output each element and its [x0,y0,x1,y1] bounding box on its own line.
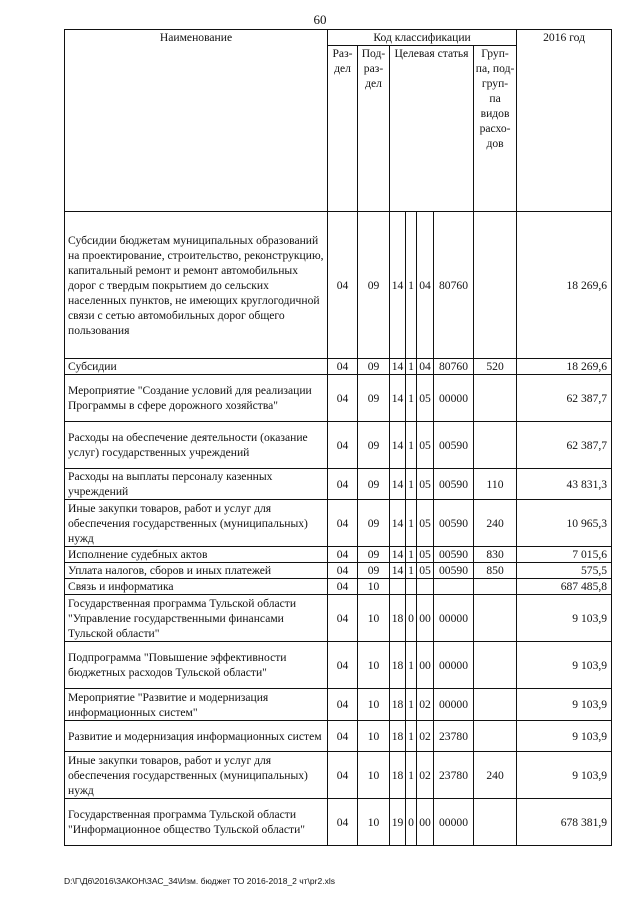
table-row [65,212,612,359]
table-row [65,721,612,752]
row-target-event: 02 [417,689,434,721]
table-row [65,799,612,846]
row-target-event: 05 [417,547,434,563]
row-expense-type [474,721,517,752]
table-row [65,595,612,642]
row-target-direction [434,579,474,595]
row-target-event: 02 [417,752,434,799]
row-target-direction: 00000 [434,375,474,422]
row-target-event: 00 [417,799,434,846]
row-target-direction: 00000 [434,689,474,721]
page-number: 60 [313,12,327,27]
row-target-direction: 00590 [434,422,474,469]
row-name: Иные закупки товаров, работ и услуг для обеспечения государственных (муниципальных) нужд [65,752,328,799]
header-podrazdel: Под- раз- дел [358,46,390,212]
row-target-program: 14 [390,469,406,500]
row-podrazdel: 09 [358,469,390,500]
row-amount: 43 831,3 [517,469,612,500]
row-amount: 9 103,9 [517,721,612,752]
row-amount: 62 387,7 [517,422,612,469]
row-name: Иные закупки товаров, работ и услуг для обеспечения государственных (муниципальных) нужд [65,500,328,547]
row-podrazdel: 09 [358,500,390,547]
row-expense-type: 240 [474,500,517,547]
row-amount: 18 269,6 [517,212,612,359]
table-row [65,563,612,579]
row-amount: 678 381,9 [517,799,612,846]
row-target-direction: 00590 [434,547,474,563]
row-amount: 10 965,3 [517,500,612,547]
row-amount: 62 387,7 [517,375,612,422]
row-razdel: 04 [328,721,358,752]
table-body [65,212,612,846]
row-target-subprogram: 1 [406,563,417,579]
row-target-direction: 23780 [434,752,474,799]
row-expense-type: 830 [474,547,517,563]
row-target-event: 05 [417,422,434,469]
row-target-program: 14 [390,563,406,579]
row-podrazdel: 09 [358,375,390,422]
row-target-subprogram: 1 [406,375,417,422]
row-razdel: 04 [328,469,358,500]
row-expense-type [474,799,517,846]
table-row [65,642,612,689]
row-podrazdel: 10 [358,752,390,799]
row-target-subprogram [406,579,417,595]
row-expense-type [474,212,517,359]
table-row [65,547,612,563]
row-name: Подпрограмма "Повышение эффективности бюджетных расходов Тульской области" [65,642,328,689]
row-target-event: 05 [417,500,434,547]
row-name: Расходы на выплаты персоналу казенных учреждений [65,469,328,500]
row-expense-type [474,422,517,469]
row-target-event [417,579,434,595]
row-target-event: 02 [417,721,434,752]
row-podrazdel: 10 [358,689,390,721]
row-razdel: 04 [328,547,358,563]
row-target-subprogram: 1 [406,721,417,752]
row-target-subprogram: 0 [406,799,417,846]
row-target-program: 18 [390,721,406,752]
row-razdel: 04 [328,359,358,375]
row-target-program: 18 [390,689,406,721]
row-name: Государственная программа Тульской области "Управление государственными финансами Тульской области" [65,595,328,642]
row-razdel: 04 [328,375,358,422]
row-razdel: 04 [328,595,358,642]
row-target-direction: 00000 [434,642,474,689]
row-target-event: 05 [417,469,434,500]
budget-table [64,29,612,846]
row-amount: 18 269,6 [517,359,612,375]
row-target-subprogram: 1 [406,752,417,799]
file-path-footer: D:\Г\Д6\2016\ЗАКОН\ЗАС_34\Изм. бюджет ТО 2016-2018_2 чт\pr2.xls [64,876,335,886]
row-expense-type: 110 [474,469,517,500]
row-razdel: 04 [328,799,358,846]
row-amount: 9 103,9 [517,752,612,799]
row-expense-type: 850 [474,563,517,579]
row-name: Субсидии [65,359,328,375]
row-razdel: 04 [328,579,358,595]
row-amount: 9 103,9 [517,689,612,721]
row-podrazdel: 10 [358,642,390,689]
row-target-subprogram: 1 [406,422,417,469]
row-expense-type [474,579,517,595]
row-podrazdel: 09 [358,422,390,469]
table-row [65,752,612,799]
row-amount: 687 485,8 [517,579,612,595]
row-target-program: 14 [390,547,406,563]
header-year: 2016 год [517,30,612,212]
row-razdel: 04 [328,642,358,689]
table-row [65,422,612,469]
row-target-program: 18 [390,595,406,642]
row-target-direction: 00590 [434,469,474,500]
row-expense-type [474,642,517,689]
table-row [65,359,612,375]
header-name: Наименование [65,30,328,212]
row-name: Связь и информатика [65,579,328,595]
row-target-event: 04 [417,212,434,359]
row-target-direction: 00000 [434,799,474,846]
row-target-event: 05 [417,375,434,422]
row-name: Государственная программа Тульской области "Информационное общество Тульской области" [65,799,328,846]
row-target-direction: 80760 [434,359,474,375]
row-podrazdel: 10 [358,721,390,752]
row-expense-type [474,375,517,422]
row-target-subprogram: 0 [406,595,417,642]
row-razdel: 04 [328,752,358,799]
row-target-subprogram: 1 [406,500,417,547]
header-code: Код классификации [328,30,517,46]
header-razdel: Раз- дел [328,46,358,212]
row-target-program [390,579,406,595]
row-amount: 9 103,9 [517,642,612,689]
row-target-direction: 00590 [434,500,474,547]
row-target-subprogram: 1 [406,359,417,375]
row-razdel: 04 [328,212,358,359]
row-expense-type: 240 [474,752,517,799]
row-target-event: 05 [417,563,434,579]
row-razdel: 04 [328,500,358,547]
row-amount: 575,5 [517,563,612,579]
row-target-subprogram: 1 [406,547,417,563]
table-row [65,469,612,500]
row-target-subprogram: 1 [406,212,417,359]
row-target-program: 18 [390,752,406,799]
row-target-event: 04 [417,359,434,375]
row-name: Уплата налогов, сборов и иных платежей [65,563,328,579]
row-target-subprogram: 1 [406,689,417,721]
row-target-event: 00 [417,642,434,689]
header-group: Груп- па, под- груп- па видов расхо- дов [474,46,517,212]
row-name: Развитие и модернизация информационных систем [65,721,328,752]
row-podrazdel: 09 [358,563,390,579]
row-target-program: 14 [390,422,406,469]
row-target-program: 14 [390,375,406,422]
row-amount: 7 015,6 [517,547,612,563]
row-razdel: 04 [328,689,358,721]
row-target-direction: 00000 [434,595,474,642]
row-podrazdel: 09 [358,547,390,563]
row-expense-type [474,689,517,721]
row-target-subprogram: 1 [406,469,417,500]
row-podrazdel: 10 [358,579,390,595]
row-target-program: 18 [390,642,406,689]
row-target-program: 19 [390,799,406,846]
row-podrazdel: 10 [358,799,390,846]
row-target-program: 14 [390,359,406,375]
row-name: Исполнение судебных актов [65,547,328,563]
row-target-direction: 00590 [434,563,474,579]
row-target-event: 00 [417,595,434,642]
row-name: Расходы на обеспечение деятельности (оказание услуг) государственных учреждений [65,422,328,469]
row-name: Мероприятие "Создание условий для реализации Программы в сфере дорожного хозяйства" [65,375,328,422]
row-razdel: 04 [328,422,358,469]
row-razdel: 04 [328,563,358,579]
row-name: Субсидии бюджетам муниципальных образований на проектирование, строительство, реконструкцию, капитальный ремонт и ремонт автомобильных дорог с твердым покрытием до сельских населенных пунктов, не имеющих круглогодичной связи с сетью автомобильных дорог общего пользования [65,212,328,359]
row-target-program: 14 [390,500,406,547]
row-podrazdel: 09 [358,212,390,359]
row-podrazdel: 10 [358,595,390,642]
row-target-program: 14 [390,212,406,359]
table-row [65,375,612,422]
header-target: Целевая статья [390,46,474,212]
table-row [65,689,612,721]
row-name: Мероприятие "Развитие и модернизация информационных систем" [65,689,328,721]
row-target-direction: 23780 [434,721,474,752]
table-row [65,579,612,595]
table-row [65,500,612,547]
row-podrazdel: 09 [358,359,390,375]
row-expense-type [474,595,517,642]
row-target-direction: 80760 [434,212,474,359]
row-amount: 9 103,9 [517,595,612,642]
row-target-subprogram: 1 [406,642,417,689]
row-expense-type: 520 [474,359,517,375]
